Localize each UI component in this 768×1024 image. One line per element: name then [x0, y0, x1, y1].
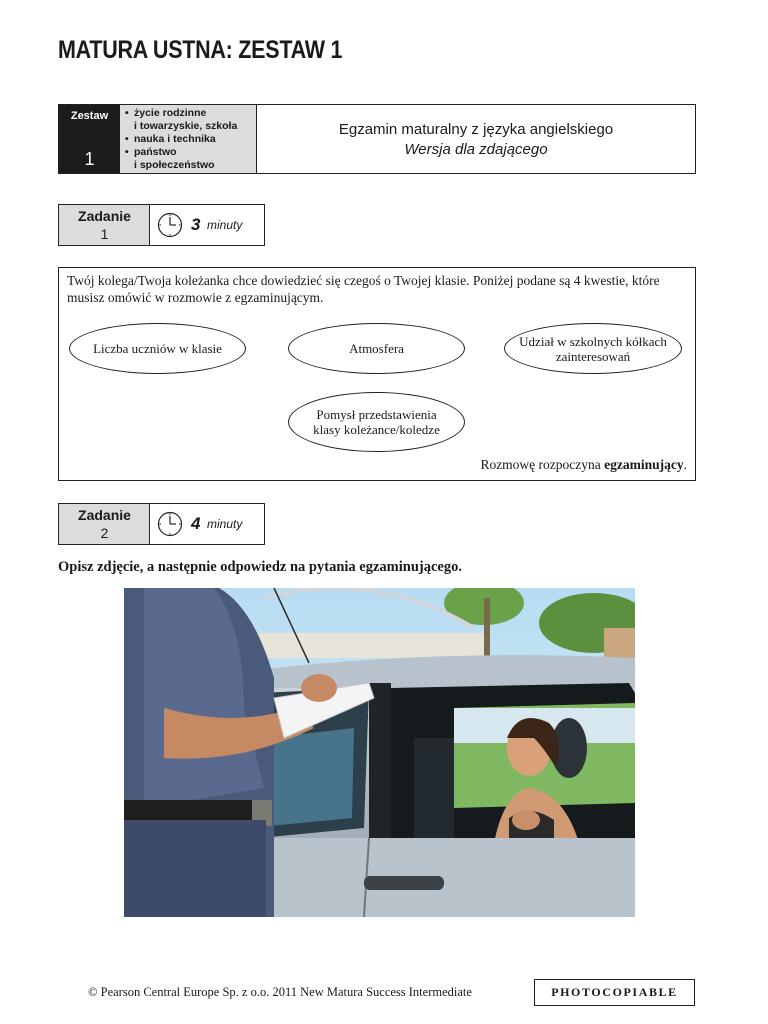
task-number: 2 [100, 525, 109, 541]
clock-icon [157, 511, 183, 537]
zestaw-number: 1 [84, 149, 95, 169]
photocopiable-badge: PHOTOCOPIABLE [534, 979, 695, 1006]
topic-item-cont: i społeczeństwo [134, 159, 215, 171]
photo-illustration [124, 588, 635, 917]
task-label-cell [59, 504, 150, 544]
clock-icon [157, 212, 183, 238]
topic-item: • nauka i technika [125, 133, 216, 145]
discussion-point: Liczba uczniów w klasie [69, 323, 246, 374]
task2-instruction: Opisz zdjęcie, a następnie odpowiedz na pytania egzaminującego. [58, 559, 462, 575]
topic-item: • życie rodzinne [125, 107, 207, 119]
task-label-cell [59, 205, 150, 245]
exam-header [58, 104, 696, 174]
exam-subtitle: Wersja dla zdającego [404, 141, 548, 158]
task1-intro: Twój kolega/Twoja koleżanka chce dowiedzieć się czegoś o Twojej klasie. Poniżej podane są 4 kwestie, które musisz omówić w rozmowie z egzaminującym. [67, 273, 660, 305]
task-label: Zadanie [78, 208, 131, 224]
exam-title: Egzamin maturalny z języka angielskiego [338, 121, 614, 138]
topics-list [120, 105, 257, 173]
footer-copyright: © Pearson Central Europe Sp. z o.o. 2011 New Matura Success Intermediate [88, 985, 472, 999]
topic-item-cont: i towarzyskie, szkoła [134, 120, 238, 132]
task-minutes-word: minuty [207, 218, 243, 232]
task1-header [58, 204, 265, 246]
discussion-point: Pomysł przedstawienia klasy koleżance/koledze [288, 392, 465, 452]
task-minutes: 3 [191, 215, 201, 234]
discussion-point: Udział w szkolnych kółkach zainteresowań [504, 323, 682, 374]
discussion-point: Atmosfera [288, 323, 465, 374]
topic-item: • państwo [125, 146, 177, 158]
task1-closing: Rozmowę rozpoczyna egzaminujący. [480, 457, 687, 472]
task1-content [58, 267, 696, 481]
task-number: 1 [100, 226, 109, 242]
zestaw-label: Zestaw [70, 110, 109, 122]
task2-header [58, 503, 265, 545]
zestaw-cell [59, 105, 120, 173]
page-title: MATURA USTNA: ZESTAW 1 [58, 36, 343, 64]
task-minutes: 4 [191, 514, 201, 533]
task-label: Zadanie [78, 507, 131, 523]
exam-photo [124, 588, 635, 917]
task-minutes-word: minuty [207, 517, 243, 531]
